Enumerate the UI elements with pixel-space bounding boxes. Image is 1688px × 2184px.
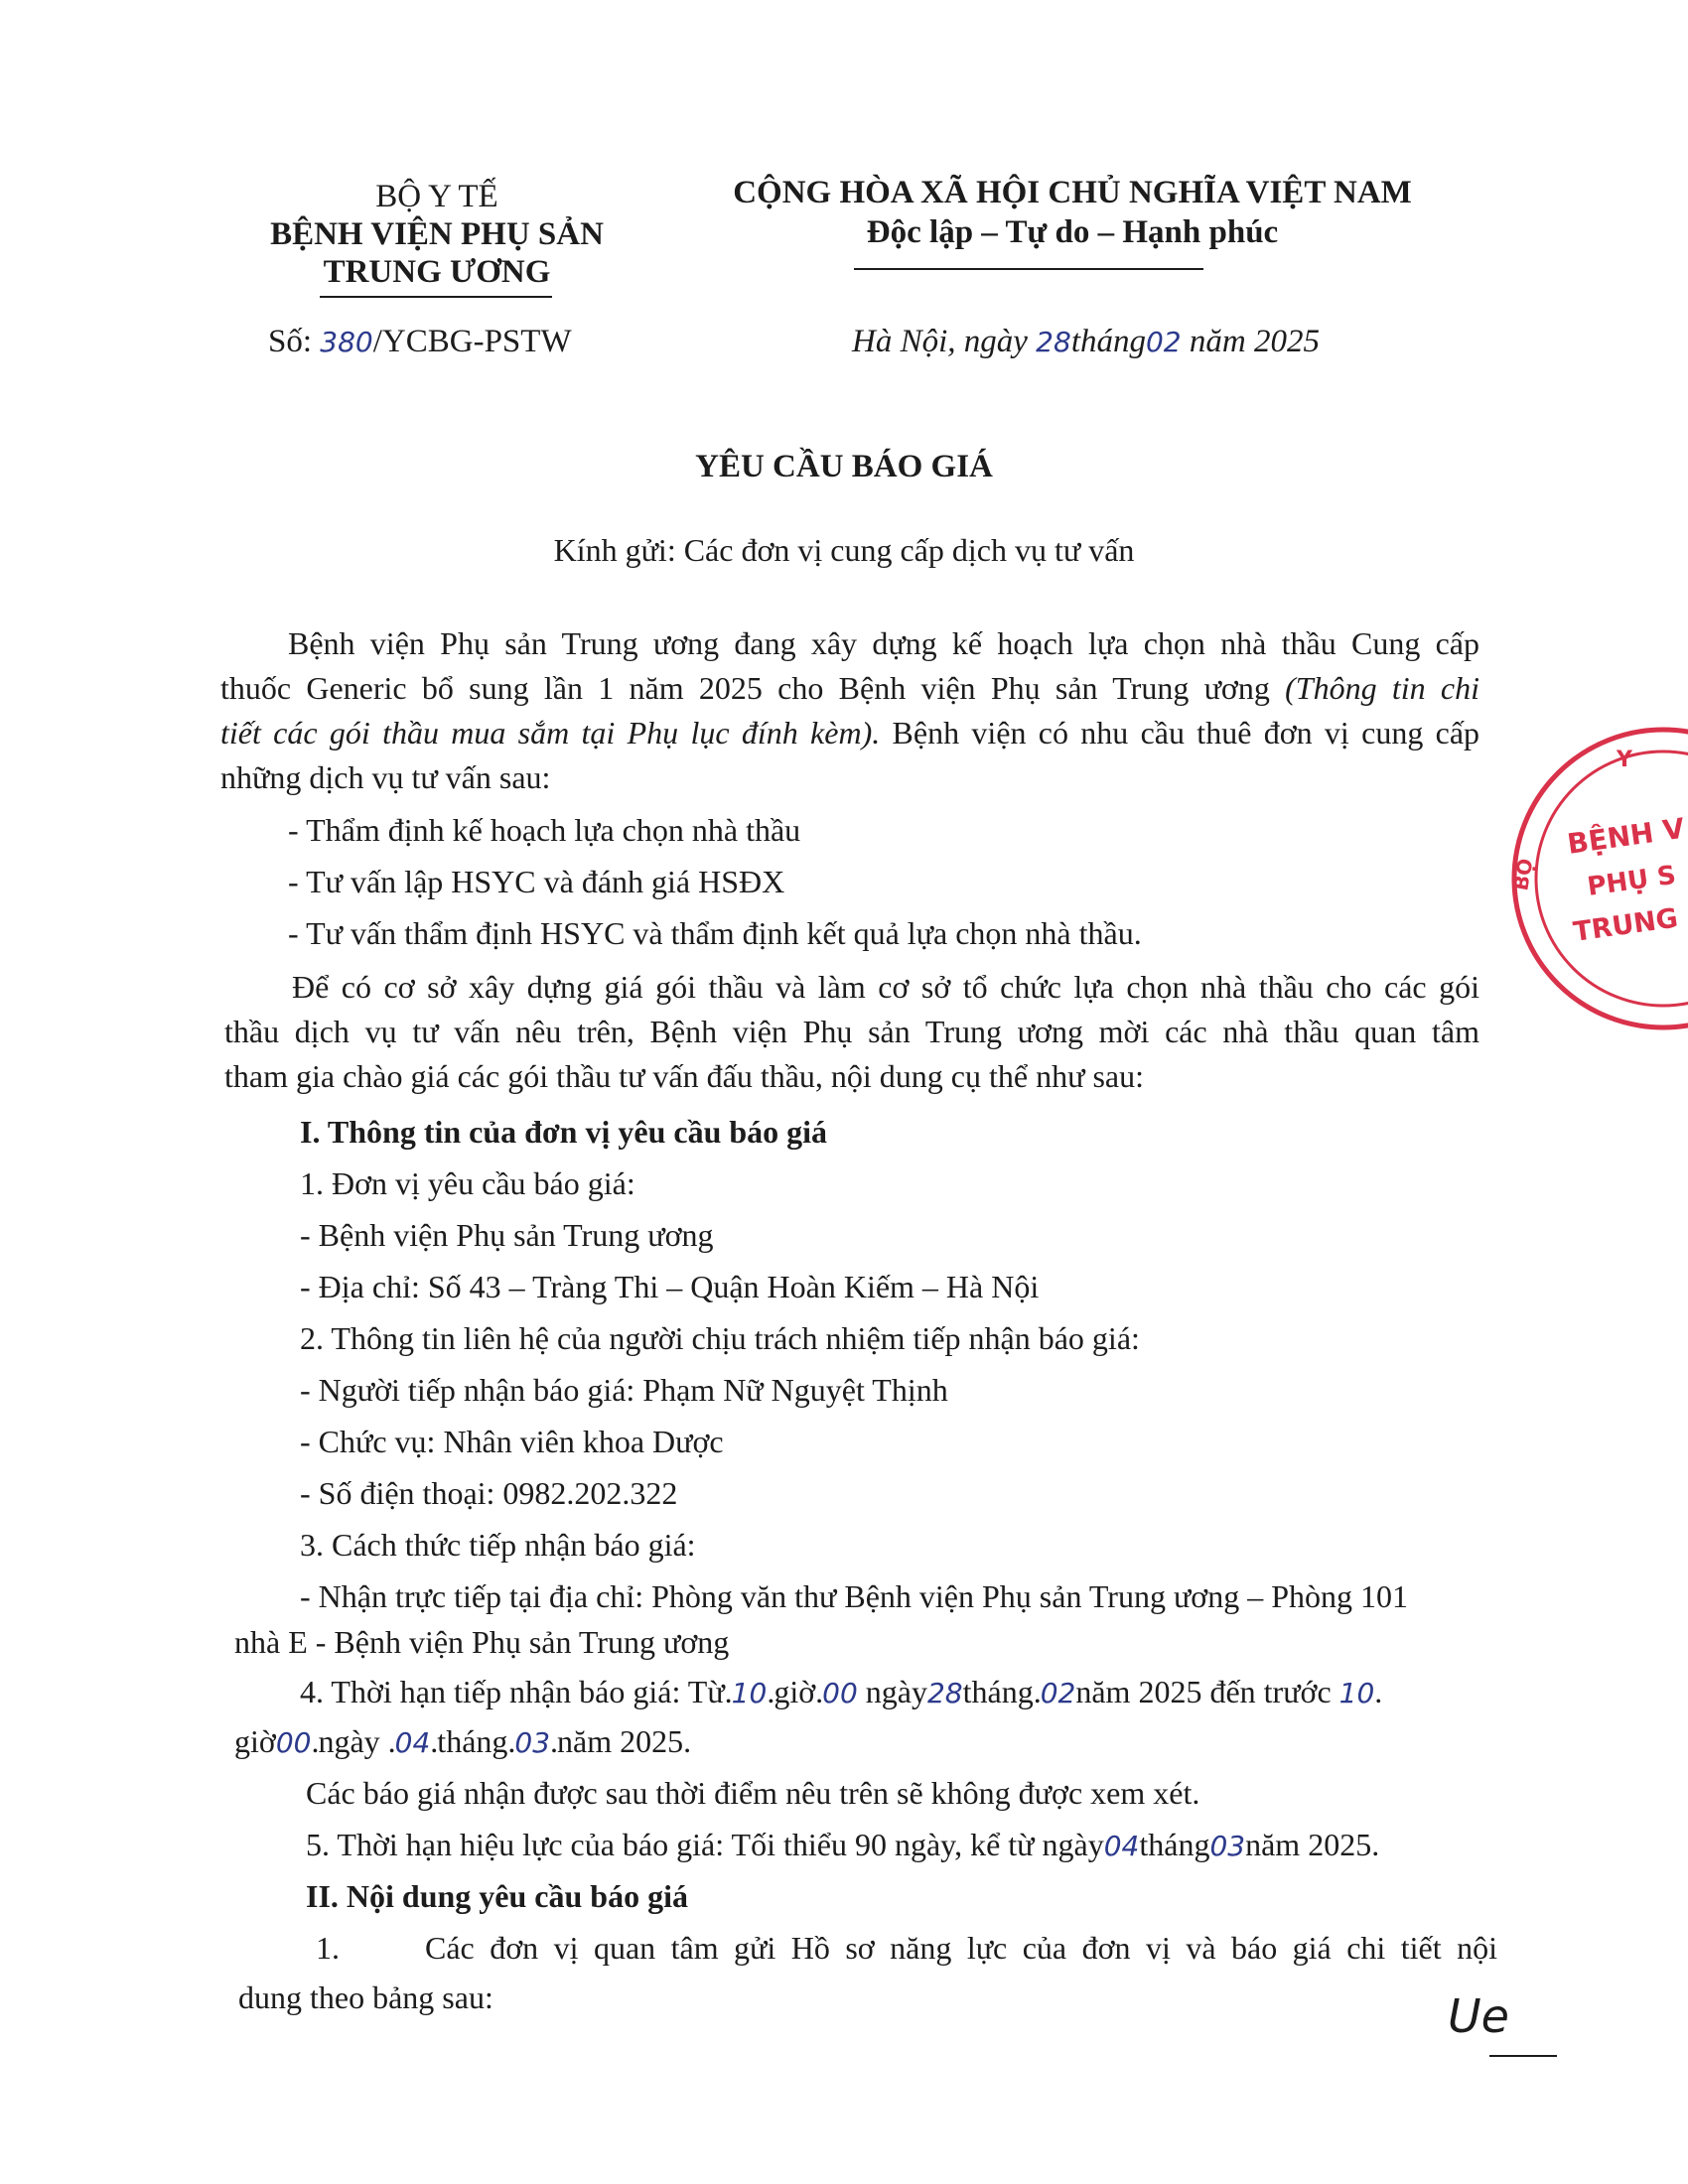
deadline-month: 02 xyxy=(1040,1677,1076,1709)
deadline-minute: 00 xyxy=(822,1677,858,1709)
section2-item1-continuation: dung theo bảng sau: xyxy=(238,1979,493,2015)
service-item: - Tư vấn thẩm định HSYC và thẩm định kết quả lựa chọn nhà thầu. xyxy=(288,915,1142,951)
section2-item1-text xyxy=(425,1926,1497,1971)
receiver-phone: - Số điện thoại: 0982.202.322 xyxy=(300,1475,678,1511)
direct-delivery-line2: nhà E - Bệnh viện Phụ sản Trung ương xyxy=(234,1624,730,1660)
intro-line3 xyxy=(220,711,1479,755)
stamp-line2: PHỤ S xyxy=(1585,860,1678,902)
receiver-name: - Người tiếp nhận báo giá: Phạm Nữ Nguyệt Thịnh xyxy=(300,1372,948,1408)
purpose-line2: thầu dịch vụ tư vấn nêu trên, Bệnh viện Phụ sản Trung ương mời các nhà thầu quan tâm xyxy=(224,1014,1479,1049)
deadline-text: ngày xyxy=(318,1723,380,1759)
country-name: CỘNG HÒA XÃ HỘI CHỦ NGHĨA VIỆT NAM xyxy=(733,175,1412,210)
validity-line xyxy=(306,1827,1379,1863)
document-date xyxy=(852,324,1320,360)
date-year: năm 2025 xyxy=(1189,324,1320,359)
direct-delivery-line1: - Nhận trực tiếp tại địa chỉ: Phòng văn thư Bệnh viện Phụ sản Trung ương – Phòng 101 xyxy=(300,1578,1408,1614)
stamp-line3: TRUNG xyxy=(1571,902,1680,948)
deadline-day: 28 xyxy=(926,1677,963,1709)
recipient-line: Kính gửi: Các đơn vị cung cấp dịch vụ tư vấn xyxy=(553,532,1135,568)
deadline-text: 4. Thời hạn tiếp nhận báo giá: Từ xyxy=(300,1674,725,1709)
service-item: - Thẩm định kế hoạch lựa chọn nhà thầu xyxy=(288,812,801,848)
receiver-position: - Chức vụ: Nhân viên khoa Dược xyxy=(300,1424,724,1459)
late-note: Các báo giá nhận được sau thời điểm nêu trên sẽ không được xem xét. xyxy=(306,1775,1200,1811)
deadline-hour2: 10 xyxy=(1338,1677,1375,1709)
org-address: - Địa chỉ: Số 43 – Tràng Thi – Quận Hoàn Kiếm – Hà Nội xyxy=(300,1269,1040,1304)
deadline-text: giờ xyxy=(234,1723,276,1759)
deadline-day2: 04 xyxy=(394,1726,431,1759)
document-number xyxy=(268,324,572,360)
section2-item1-line: Các đơn vị quan tâm gửi Hồ sơ năng lực của đơn vị và báo giá chi tiết nội xyxy=(425,1930,1497,1966)
hospital-underline xyxy=(320,296,552,298)
signature-initials: Ue xyxy=(1448,1989,1509,2043)
stamp-top-text: Y xyxy=(1617,748,1632,772)
deadline-minute2: 00 xyxy=(275,1726,312,1759)
document-title: YÊU CẦU BÁO GIÁ xyxy=(695,449,993,484)
date-month: 02 xyxy=(1145,326,1182,358)
section1-item1: 1. Đơn vị yêu cầu báo giá: xyxy=(300,1165,635,1201)
intro-line3-italic: tiết các gói thầu mua sắm tại Phụ lục đính kèm). xyxy=(220,715,881,751)
date-month-label: tháng xyxy=(1070,324,1146,359)
section1-item2: 2. Thông tin liên hệ của người chịu trách nhiệm tiếp nhận báo giá: xyxy=(300,1320,1140,1356)
intro-line2-italic: (Thông tin chi xyxy=(1285,670,1480,706)
date-day: 28 xyxy=(1036,326,1071,358)
validity-text: 5. Thời hạn hiệu lực của báo giá: Tối thiểu 90 ngày, kể từ ngày xyxy=(306,1827,1104,1862)
intro-paragraph xyxy=(220,621,1479,800)
deadline-hour: 10 xyxy=(731,1677,768,1709)
intro-line1: Bệnh viện Phụ sản Trung ương đang xây dựng kế hoạch lựa chọn nhà thầu Cung cấp xyxy=(288,625,1479,661)
deadline-text: năm 2025. xyxy=(557,1723,692,1759)
deadline-line1: 4. Thời hạn tiếp nhận báo giá: Từ.10.giờ.00 ngày28tháng.02năm 2025 đến trước 10. xyxy=(300,1674,1382,1709)
deadline-line2: giờ00.ngày .04.tháng.03.năm 2025. xyxy=(234,1723,692,1759)
intro-line4: những dịch vụ tư vấn sau: xyxy=(220,759,551,795)
purpose-line3: tham gia chào giá các gói thầu tư vấn đấu thầu, nội dung cụ thể như sau: xyxy=(224,1058,1144,1094)
date-prefix: Hà Nội, ngày xyxy=(852,324,1028,359)
section2-item1-number: 1. xyxy=(316,1930,340,1966)
stamp-line1: BỆNH V xyxy=(1565,811,1687,861)
validity-month: 03 xyxy=(1209,1830,1246,1862)
section1-heading: I. Thông tin của đơn vị yêu cầu báo giá xyxy=(300,1114,828,1150)
national-motto: Độc lập – Tự do – Hạnh phúc xyxy=(866,214,1279,250)
validity-text: năm 2025. xyxy=(1245,1827,1380,1862)
org-name: - Bệnh viện Phụ sản Trung ương xyxy=(300,1217,714,1253)
section1-item3: 3. Cách thức tiếp nhận báo giá: xyxy=(300,1527,696,1563)
purpose-paragraph xyxy=(224,965,1479,1099)
validity-day: 04 xyxy=(1103,1830,1140,1862)
number-handwritten: 380 xyxy=(320,326,373,358)
deadline-text: giờ xyxy=(774,1674,816,1709)
number-prefix: Số: xyxy=(268,324,313,359)
deadline-month2: 03 xyxy=(514,1726,551,1759)
hospital-name-line2: TRUNG ƯƠNG xyxy=(323,254,551,290)
ministry-name: BỘ Y TẾ xyxy=(375,179,498,214)
intro-line2 xyxy=(220,666,1479,711)
number-suffix: /YCBG-PSTW xyxy=(372,324,572,359)
intro-line2-plain: thuốc Generic bổ sung lần 1 năm 2025 cho Bệnh viện Phụ sản Trung ương xyxy=(220,670,1270,706)
stamp-side-text: BỘ xyxy=(1508,856,1538,892)
motto-underline xyxy=(854,268,1203,270)
deadline-text: tháng xyxy=(962,1674,1034,1709)
deadline-text: năm 2025 đến trước xyxy=(1075,1674,1332,1709)
hospital-stamp xyxy=(1489,715,1688,1042)
deadline-text: ngày xyxy=(865,1674,927,1709)
section2-heading: II. Nội dung yêu cầu báo giá xyxy=(306,1878,688,1914)
purpose-line1: Để có cơ sở xây dựng giá gói thầu và làm cơ sở tổ chức lựa chọn nhà thầu cho các gói xyxy=(292,969,1479,1005)
intro-line3-plain: Bệnh viện có nhu cầu thuê đơn vị cung cấp xyxy=(892,715,1480,751)
hospital-name-line1: BỆNH VIỆN PHỤ SẢN xyxy=(270,216,604,252)
deadline-text: tháng xyxy=(437,1723,508,1759)
validity-text: tháng xyxy=(1139,1827,1210,1862)
signature-underline xyxy=(1489,2055,1557,2057)
service-item: - Tư vấn lập HSYC và đánh giá HSĐX xyxy=(288,864,785,899)
